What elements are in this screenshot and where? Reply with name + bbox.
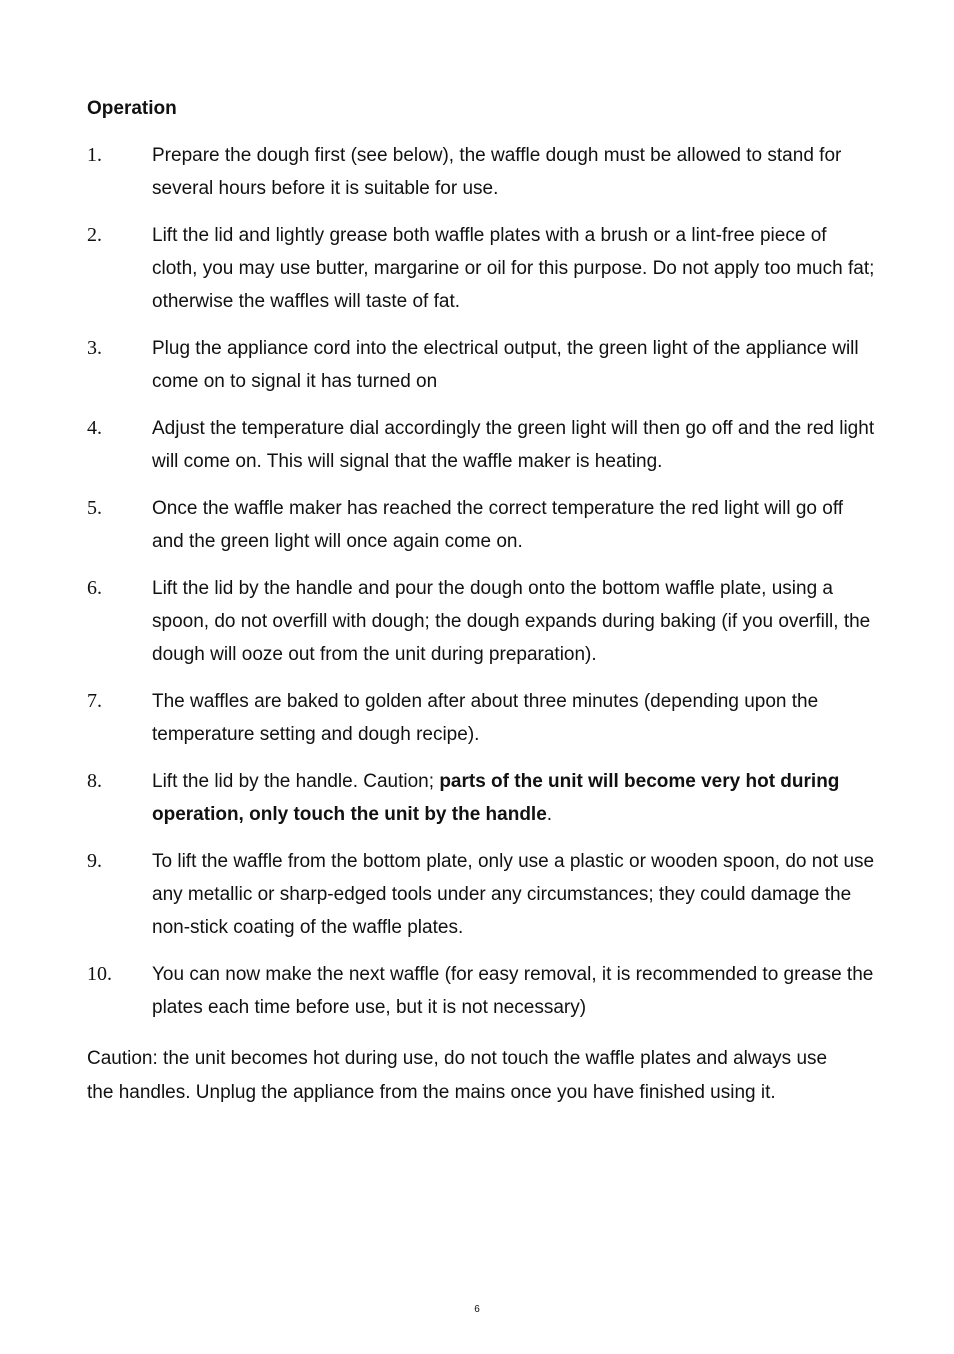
step-text: The waffles are baked to golden after about three minutes (depending upon the temperature setting and dough recipe). bbox=[152, 691, 819, 745]
list-item bbox=[87, 412, 877, 478]
step-text-warning-bold: parts of the unit will become very hot during operation, only touch the unit by the handle bbox=[152, 771, 840, 825]
step-text-end: . bbox=[546, 804, 553, 825]
step-text: Adjust the temperature dial accordingly the green light will then go off and the red light will come on. This will signal that the waffle maker is heating. bbox=[152, 418, 875, 472]
step-number: 10. bbox=[87, 963, 112, 985]
step-number: 2. bbox=[87, 224, 102, 246]
step-text: Prepare the dough first (see below), the waffle dough must be allowed to stand for several hours before it is suitable for use. bbox=[152, 145, 842, 199]
caution-paragraph: Caution: the unit becomes hot during use, do not touch the waffle plates and always use the handles. Unplug the appliance from the mains once you have finished using it. bbox=[87, 1048, 828, 1103]
step-text-plain: Lift the lid by the handle. Caution; bbox=[152, 771, 440, 792]
step-number: 7. bbox=[87, 690, 102, 712]
step-text: Once the waffle maker has reached the correct temperature the red light will go off and the green light will once again come on. bbox=[152, 498, 844, 552]
step-text: Lift the lid by the handle and pour the dough onto the bottom waffle plate, using a spoon, do not overfill with dough; the dough expands during baking (if you overfill, the dough will ooze out from the unit during preparation). bbox=[152, 578, 871, 665]
section-heading: Operation bbox=[87, 98, 177, 119]
page-number: 6 bbox=[474, 1304, 480, 1315]
step-text: To lift the waffle from the bottom plate, only use a plastic or wooden spoon, do not use any metallic or sharp-edged tools under any circumstances; they could damage the non-stick coating of the waffle plates. bbox=[152, 851, 875, 938]
step-text: Plug the appliance cord into the electrical output, the green light of the appliance will come on to signal it has turned on bbox=[152, 338, 859, 392]
list-item bbox=[87, 765, 877, 831]
list-item bbox=[87, 958, 877, 1024]
step-number: 9. bbox=[87, 850, 102, 872]
step-number: 6. bbox=[87, 577, 102, 599]
list-item bbox=[87, 139, 877, 205]
list-item bbox=[87, 685, 877, 751]
step-text: You can now make the next waffle (for easy removal, it is recommended to grease the plates each time before use, but it is not necessary) bbox=[152, 964, 874, 1018]
list-item bbox=[87, 492, 877, 558]
step-text: Lift the lid and lightly grease both waffle plates with a brush or a lint-free piece of cloth, you may use butter, margarine or oil for this purpose. Do not apply too much fat; otherwise the waffles will taste of fat. bbox=[152, 225, 875, 312]
step-number: 8. bbox=[87, 770, 102, 792]
step-number: 5. bbox=[87, 497, 102, 519]
step-number: 4. bbox=[87, 417, 102, 439]
step-number: 1. bbox=[87, 144, 102, 166]
list-item bbox=[87, 845, 877, 944]
operation-steps-list bbox=[87, 139, 877, 1038]
list-item bbox=[87, 572, 877, 671]
step-text bbox=[152, 771, 839, 825]
step-number: 3. bbox=[87, 337, 102, 359]
list-item bbox=[87, 332, 877, 398]
list-item bbox=[87, 219, 877, 318]
